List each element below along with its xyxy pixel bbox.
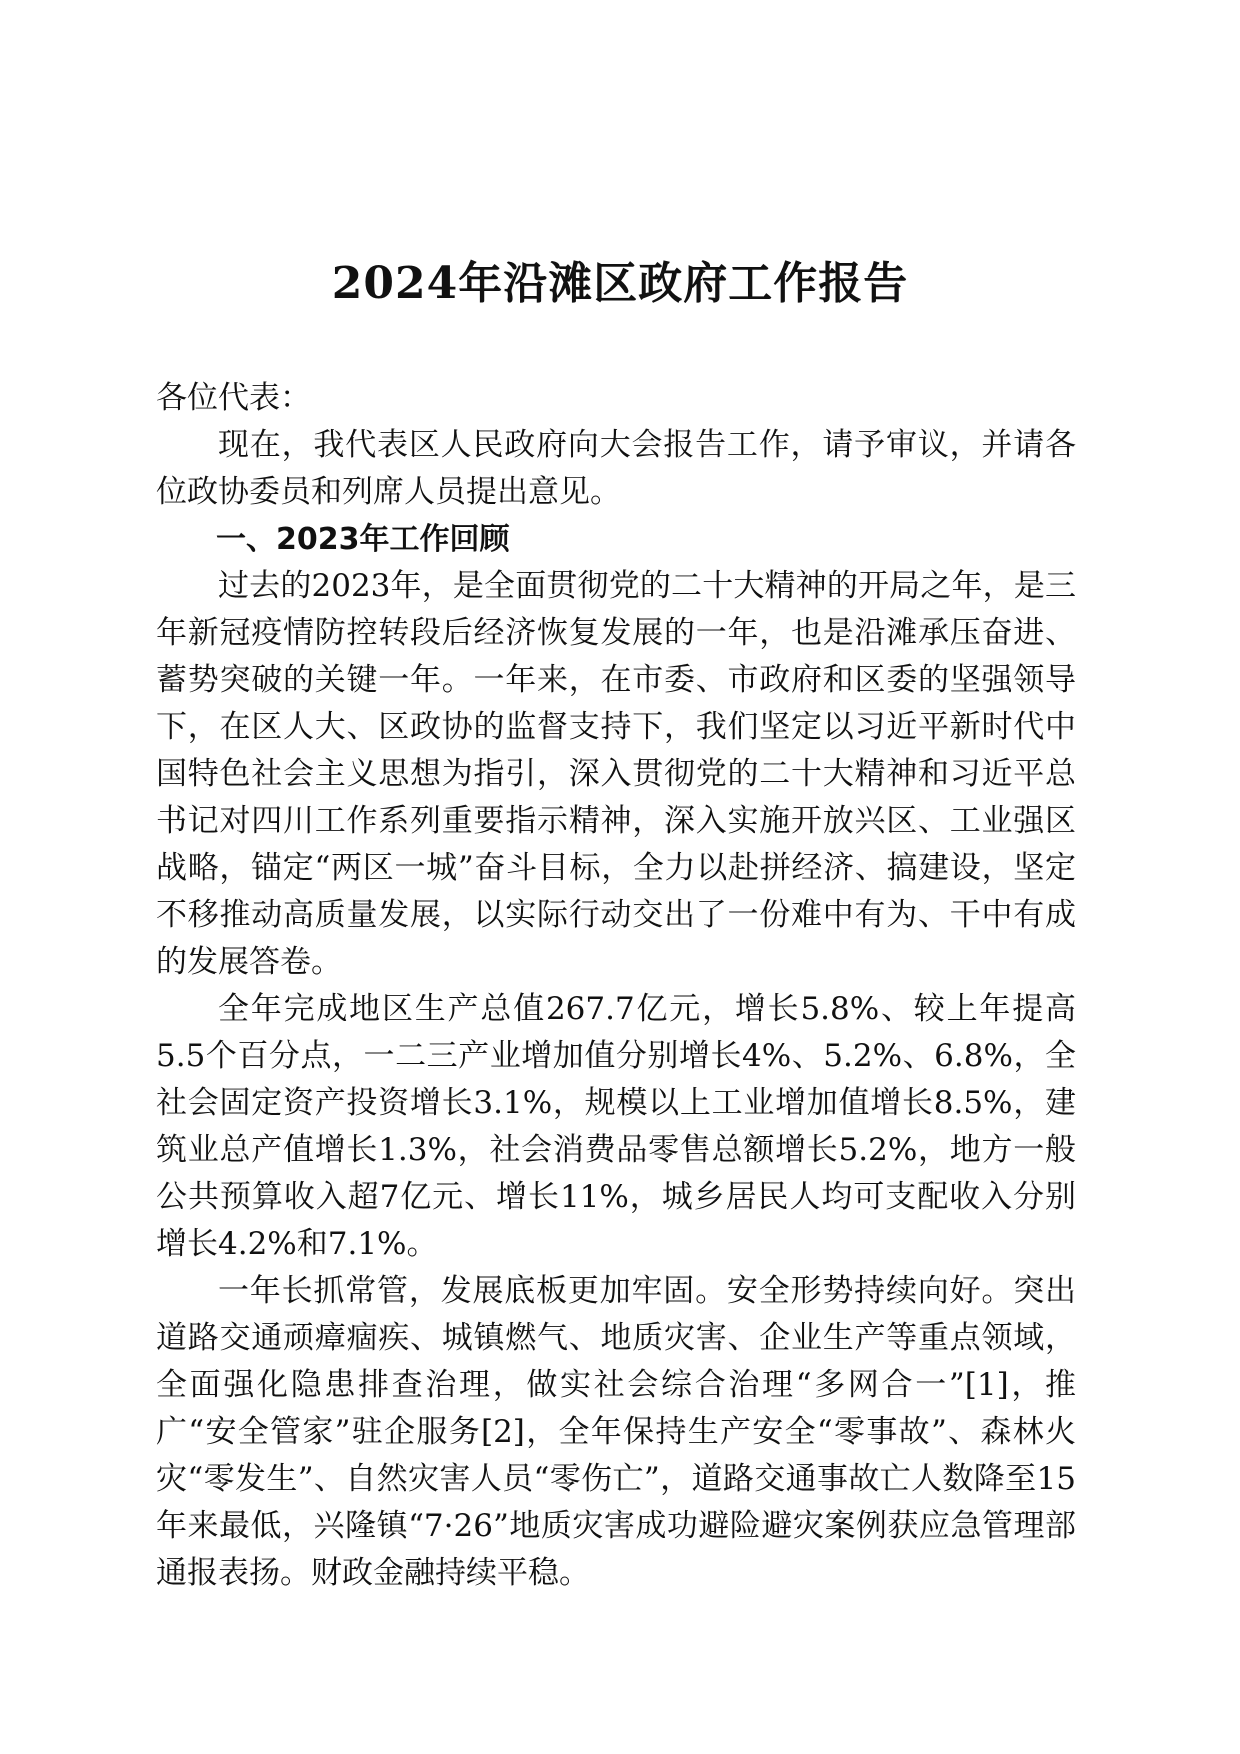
document-body [156,375,1076,1597]
statistics-paragraph: 全年完成地区生产总值267.7亿元，增长5.8%、较上年提高5.5个百分点，一二三产业增加值分别增长4%、5.2%、6.8%，全社会固定资产投资增长3.1%，规模以上工业增加值增长8.5%，建筑业总产值增长1.3%，社会消费品零售总额增长5.2%，地方一般公共预算收入超7亿元、增长11%，城乡居民人均可支配收入分别增长4.2%和7.1%。 [156,991,1076,1262]
document-title: 2024年沿滩区政府工作报告 [331,258,909,309]
review-paragraph: 过去的2023年，是全面贯彻党的二十大精神的开局之年，是三年新冠疫情防控转段后经济恢复发展的一年，也是沿滩承压奋进、蓄势突破的关键一年。一年来，在市委、市政府和区委的坚强领导下，在区人大、区政协的监督支持下，我们坚定以习近平新时代中国特色社会主义思想为指引，深入贯彻党的二十大精神和习近平总书记对四川工作系列重要指示精神，深入实施开放兴区、工业强区战略，锚定“两区一城”奋斗目标，全力以赴拼经济、搞建设，坚定不移推动高质量发展，以实际行动交出了一份难中有为、干中有成的发展答卷。 [156,568,1076,980]
opening-paragraph: 现在，我代表区人民政府向大会报告工作，请予审议，并请各位政协委员和列席人员提出意见。 [156,427,1076,510]
section-heading: 一、2023年工作回顾 [216,522,510,557]
salutation: 各位代表： [156,380,311,416]
safety-paragraph: 一年长抓常管，发展底板更加牢固。安全形势持续向好。突出道路交通顽瘴痼疾、城镇燃气、地质灾害、企业生产等重点领域，全面强化隐患排查治理，做实社会综合治理“多网合一”[1]，推广“安全管家”驻企服务[2]，全年保持生产安全“零事故”、森林火灾“零发生”、自然灾害人员“零伤亡”，道路交通事故亡人数降至15年来最低，兴隆镇“7·26”地质灾害成功避险避灾案例获应急管理部通报表扬。财政金融持续平稳。 [156,1273,1076,1591]
